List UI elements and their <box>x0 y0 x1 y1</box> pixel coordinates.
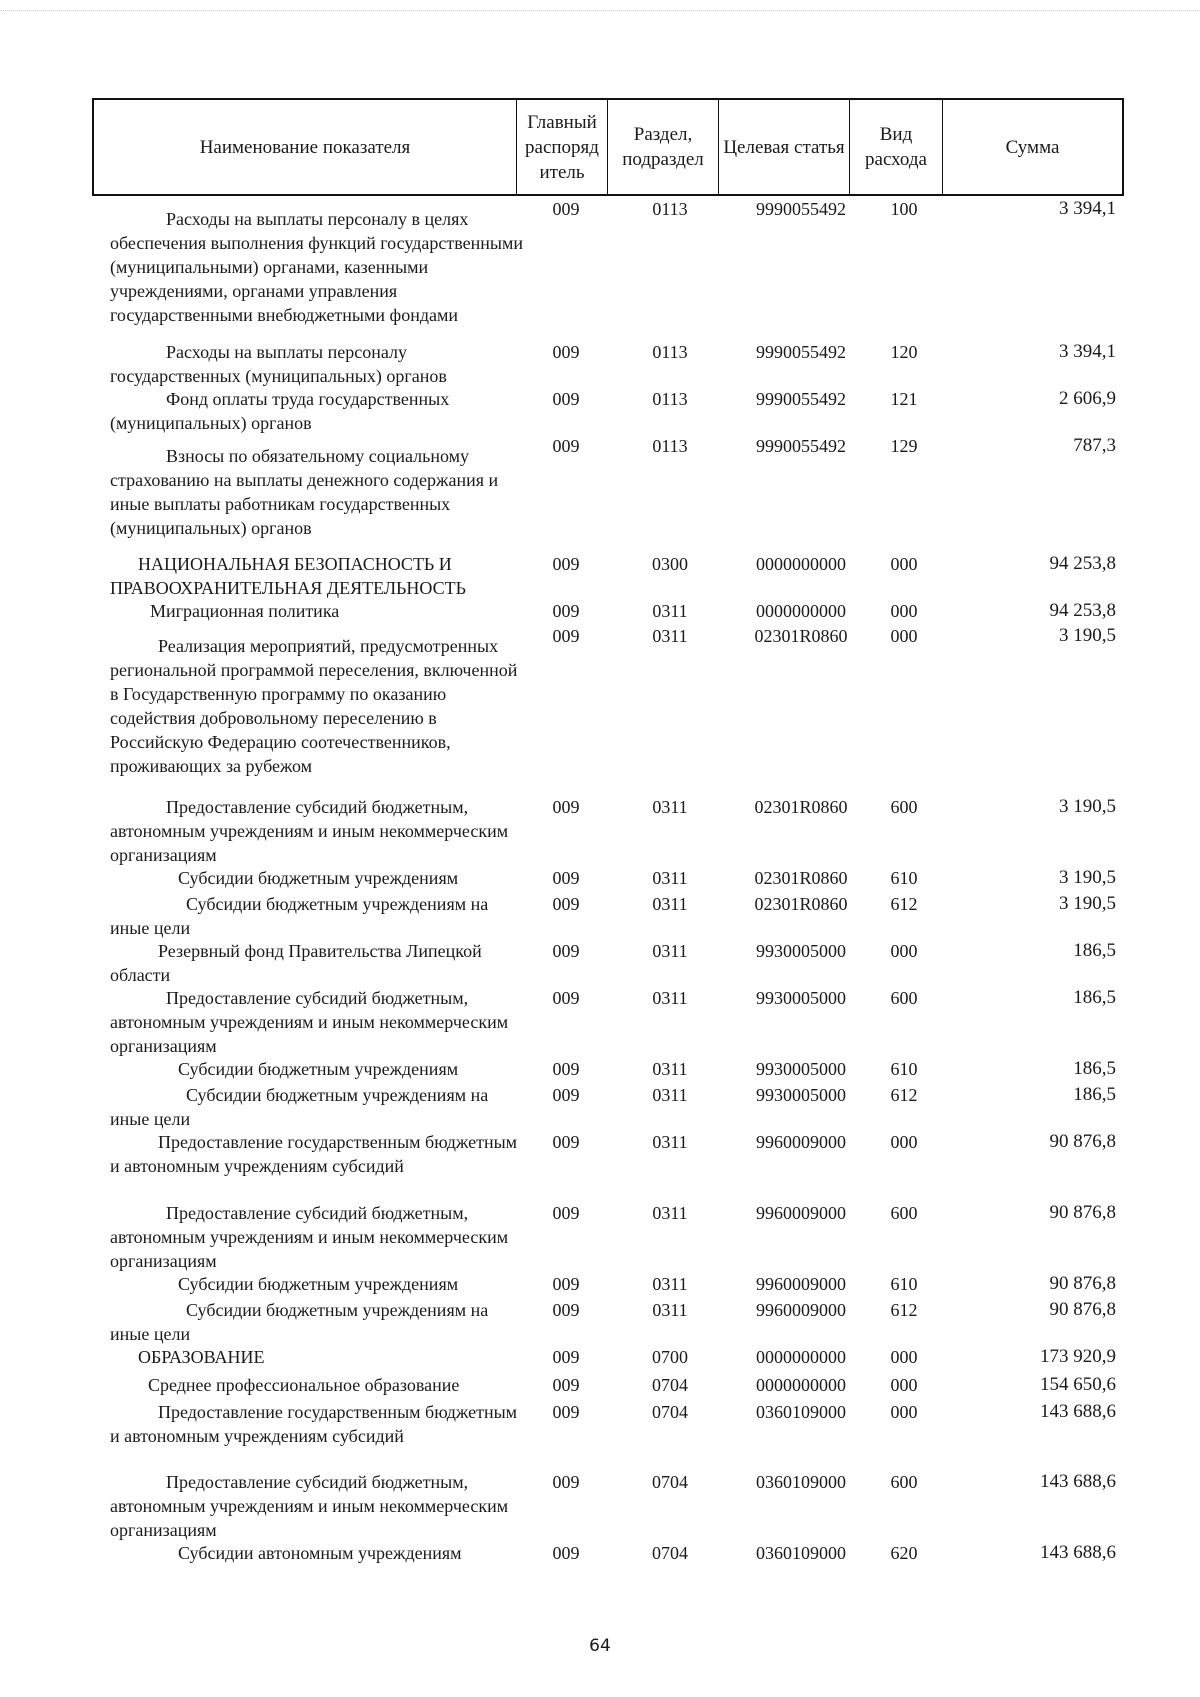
row-main-manager: 009 <box>552 1085 580 1105</box>
row-target: 0360109000 <box>756 1543 846 1563</box>
row-name: НАЦИОНАЛЬНАЯ БЕЗОПАСНОСТЬ И ПРАВООХРАНИТЕЛЬНАЯ ДЕЯТЕЛЬНОСТЬ <box>110 554 466 598</box>
row-expense-type: 000 <box>890 601 918 621</box>
row-expense-type: 610 <box>890 1059 918 1079</box>
row-main-manager: 009 <box>552 554 580 574</box>
row-main-manager: 009 <box>552 868 580 888</box>
row-target: 9990055492 <box>756 436 846 456</box>
row-name: Предоставление государственным бюджетным и автономным учреждениям субсидий <box>110 1402 518 1446</box>
row-section: 0311 <box>652 868 688 888</box>
page-number: 64 <box>589 1636 611 1656</box>
row-section: 0300 <box>652 554 688 574</box>
row-sum: 186,5 <box>1073 940 1116 961</box>
row-section: 0311 <box>652 626 688 646</box>
row-target: 9960009000 <box>756 1274 846 1294</box>
row-main-manager: 009 <box>552 436 580 456</box>
row-main-manager: 009 <box>552 1347 580 1367</box>
row-name: Среднее профессиональное образование <box>148 1375 460 1395</box>
row-target: 9930005000 <box>756 1085 846 1105</box>
row-expense-type: 600 <box>890 988 918 1008</box>
row-target: 0360109000 <box>756 1402 846 1422</box>
row-sum: 787,3 <box>1073 435 1116 456</box>
row-name: Субсидии бюджетным учреждениям <box>178 1274 459 1294</box>
row-sum: 3 394,1 <box>1059 198 1116 219</box>
row-name: Субсидии бюджетным учреждениям на иные цели <box>110 894 489 938</box>
row-section: 0311 <box>652 1203 688 1223</box>
row-expense-type: 000 <box>890 1347 918 1367</box>
row-expense-type: 612 <box>890 1300 918 1320</box>
row-name: Субсидии бюджетным учреждениям <box>178 868 459 888</box>
row-main-manager: 009 <box>552 797 580 817</box>
row-name: Реализация мероприятий, предусмотренных региональной программой переселения, включенной в Государственную программу по оказанию содействия добровольному переселению в Российскую Федерацию соотечественников, проживающих за рубежом <box>110 636 518 776</box>
row-name: Расходы на выплаты персоналу государственных (муниципальных) органов <box>110 342 447 386</box>
row-sum: 90 876,8 <box>1049 1202 1116 1223</box>
row-name: Резервный фонд Правительства Липецкой области <box>110 941 482 985</box>
header-sum: Сумма <box>943 99 1124 195</box>
row-expense-type: 000 <box>890 554 918 574</box>
row-main-manager: 009 <box>552 1274 580 1294</box>
row-sum: 90 876,8 <box>1049 1273 1116 1294</box>
row-name: Предоставление субсидий бюджетным, автономным учреждениям и иным некоммерческим организациям <box>110 1472 509 1540</box>
row-name: Миграционная политика <box>150 601 340 621</box>
row-section: 0311 <box>652 1274 688 1294</box>
row-target: 9990055492 <box>756 342 846 362</box>
row-main-manager: 009 <box>552 1132 580 1152</box>
row-target: 9930005000 <box>756 1059 846 1079</box>
row-main-manager: 009 <box>552 1472 580 1492</box>
row-sum: 143 688,6 <box>1040 1471 1116 1492</box>
row-target: 9990055492 <box>756 199 846 219</box>
row-main-manager: 009 <box>552 342 580 362</box>
row-main-manager: 009 <box>552 941 580 961</box>
header-name: Наименование показателя <box>93 99 517 195</box>
row-sum: 186,5 <box>1073 987 1116 1008</box>
row-target: 02301R0860 <box>754 868 848 888</box>
row-expense-type: 000 <box>890 1375 918 1395</box>
row-sum: 94 253,8 <box>1049 553 1116 574</box>
row-main-manager: 009 <box>552 988 580 1008</box>
header-target: Целевая статья <box>719 99 850 195</box>
row-sum: 90 876,8 <box>1049 1131 1116 1152</box>
row-expense-type: 612 <box>890 894 918 914</box>
row-section: 0311 <box>652 1132 688 1152</box>
row-main-manager: 009 <box>552 1375 580 1395</box>
row-sum: 186,5 <box>1073 1058 1116 1079</box>
row-sum: 90 876,8 <box>1049 1299 1116 1320</box>
row-name: Предоставление государственным бюджетным и автономным учреждениям субсидий <box>110 1132 518 1176</box>
row-sum: 3 190,5 <box>1059 893 1116 914</box>
row-expense-type: 600 <box>890 797 918 817</box>
row-expense-type: 000 <box>890 941 918 961</box>
row-expense-type: 600 <box>890 1203 918 1223</box>
row-target: 9960009000 <box>756 1300 846 1320</box>
row-main-manager: 009 <box>552 199 580 219</box>
row-expense-type: 620 <box>890 1543 918 1563</box>
header-main-manager: Главный распоряд итель <box>517 99 608 195</box>
row-target: 9930005000 <box>756 941 846 961</box>
row-expense-type: 612 <box>890 1085 918 1105</box>
row-target: 0000000000 <box>756 554 846 574</box>
row-expense-type: 121 <box>890 389 918 409</box>
row-main-manager: 009 <box>552 894 580 914</box>
row-main-manager: 009 <box>552 626 580 646</box>
row-section: 0113 <box>652 389 688 409</box>
row-target: 02301R0860 <box>754 626 848 646</box>
row-expense-type: 129 <box>890 436 918 456</box>
row-sum: 173 920,9 <box>1040 1346 1116 1367</box>
row-name: Субсидии бюджетным учреждениям на иные цели <box>110 1300 489 1344</box>
row-name: Взносы по обязательному социальному страхованию на выплаты денежного содержания и иные выплаты работникам государственных (муниципальных) органов <box>110 446 499 538</box>
row-main-manager: 009 <box>552 1402 580 1422</box>
row-section: 0113 <box>652 342 688 362</box>
row-section: 0113 <box>652 199 688 219</box>
row-expense-type: 610 <box>890 1274 918 1294</box>
row-name: ОБРАЗОВАНИЕ <box>138 1347 265 1367</box>
row-target: 0000000000 <box>756 1347 846 1367</box>
row-section: 0704 <box>652 1472 688 1492</box>
row-name: Субсидии автономным учреждениям <box>178 1543 462 1563</box>
row-target: 02301R0860 <box>754 894 848 914</box>
row-main-manager: 009 <box>552 1300 580 1320</box>
row-expense-type: 610 <box>890 868 918 888</box>
row-target: 9960009000 <box>756 1132 846 1152</box>
row-section: 0113 <box>652 436 688 456</box>
row-section: 0700 <box>652 1347 688 1367</box>
row-name: Расходы на выплаты персоналу в целях обеспечения выполнения функций государственными (муниципальными) органами, казенными учреждениями, органами управления государственными внебюджетными фондами <box>110 209 524 325</box>
row-section: 0311 <box>652 941 688 961</box>
row-main-manager: 009 <box>552 1203 580 1223</box>
row-main-manager: 009 <box>552 601 580 621</box>
row-section: 0311 <box>652 797 688 817</box>
row-expense-type: 000 <box>890 1402 918 1422</box>
row-sum: 3 394,1 <box>1059 341 1116 362</box>
row-target: 0000000000 <box>756 1375 846 1395</box>
row-sum: 3 190,5 <box>1059 796 1116 817</box>
row-section: 0311 <box>652 1300 688 1320</box>
row-sum: 143 688,6 <box>1040 1542 1116 1563</box>
row-section: 0311 <box>652 1059 688 1079</box>
row-target: 0000000000 <box>756 601 846 621</box>
row-sum: 154 650,6 <box>1040 1374 1116 1395</box>
row-expense-type: 120 <box>890 342 918 362</box>
row-section: 0704 <box>652 1543 688 1563</box>
row-section: 0704 <box>652 1375 688 1395</box>
row-sum: 143 688,6 <box>1040 1401 1116 1422</box>
row-expense-type: 100 <box>890 199 918 219</box>
row-name: Фонд оплаты труда государственных (муниципальных) органов <box>110 389 450 433</box>
row-main-manager: 009 <box>552 1059 580 1079</box>
row-section: 0311 <box>652 601 688 621</box>
row-target: 0360109000 <box>756 1472 846 1492</box>
row-expense-type: 600 <box>890 1472 918 1492</box>
row-section: 0311 <box>652 988 688 1008</box>
row-name: Предоставление субсидий бюджетным, автономным учреждениям и иным некоммерческим организациям <box>110 1203 509 1271</box>
row-sum: 3 190,5 <box>1059 625 1116 646</box>
row-expense-type: 000 <box>890 626 918 646</box>
row-name: Субсидии бюджетным учреждениям на иные цели <box>110 1085 489 1129</box>
row-section: 0311 <box>652 1085 688 1105</box>
row-section: 0311 <box>652 894 688 914</box>
row-sum: 3 190,5 <box>1059 867 1116 888</box>
row-main-manager: 009 <box>552 1543 580 1563</box>
header-section: Раздел, подраздел <box>608 99 719 195</box>
row-target: 02301R0860 <box>754 797 848 817</box>
row-expense-type: 000 <box>890 1132 918 1152</box>
row-sum: 94 253,8 <box>1049 600 1116 621</box>
row-target: 9930005000 <box>756 988 846 1008</box>
row-sum: 2 606,9 <box>1059 388 1116 409</box>
row-target: 9990055492 <box>756 389 846 409</box>
row-main-manager: 009 <box>552 389 580 409</box>
row-name: Субсидии бюджетным учреждениям <box>178 1059 459 1079</box>
row-name: Предоставление субсидий бюджетным, автономным учреждениям и иным некоммерческим организациям <box>110 797 509 865</box>
row-target: 9960009000 <box>756 1203 846 1223</box>
row-sum: 186,5 <box>1073 1084 1116 1105</box>
header-expense-type: Вид расхода <box>850 99 943 195</box>
row-section: 0704 <box>652 1402 688 1422</box>
row-name: Предоставление субсидий бюджетным, автономным учреждениям и иным некоммерческим организациям <box>110 988 509 1056</box>
